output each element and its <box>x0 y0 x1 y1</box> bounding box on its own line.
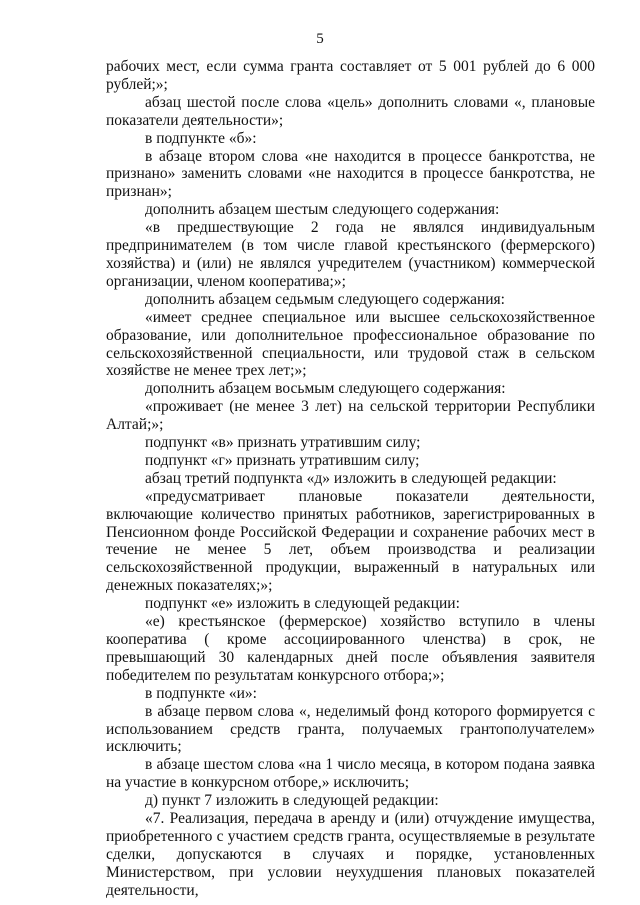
paragraph-12: подпункт «г» признать утратившим силу; <box>145 451 420 469</box>
paragraph-4: в абзаце втором слова «не находится в процессе банкротства, не признано» заменить словами «не находится в процессе банкротства, не признан»; <box>106 147 595 201</box>
paragraph-6: «в предшествующие 2 года не являлся индивидуальным предпринимателем (в том числе главой крестьянского (фермерского) хозяйства) и (или) не являлся учредителем (участником) коммерческой организации, членом кооператива;»; <box>106 219 595 290</box>
paragraph-3: в подпункте «б»: <box>145 129 257 147</box>
paragraph-14: «предусматривает плановые показатели деятельности, включающие количество принятых работников, зарегистрированных в Пенсионном фонде Российской Федерации и сохранение рабочих мест в течение не менее 5 лет, объем производства и реализации сельскохозяйственной продукции, выраженный в натуральных или денежных показателях;»; <box>106 487 595 595</box>
paragraph-1: рабочих мест, если сумма гранта составляет от 5 001 рублей до 6 000 рублей;»; <box>106 58 595 93</box>
document-body <box>106 58 595 900</box>
page-number: 5 <box>316 31 324 47</box>
paragraph-17: в подпункте «и»: <box>145 684 257 702</box>
paragraph-19: в абзаце шестом слова «на 1 число месяца, в котором подана заявка на участие в конкурсном отборе,» исключить; <box>106 756 595 792</box>
paragraph-15: подпункт «е» изложить в следующей редакции: <box>145 595 460 613</box>
paragraph-8: «имеет среднее специальное или высшее сельскохозяйственное образование, или дополнительное профессиональное образование по сельскохозяйственной специальности, или трудовой стаж в сельском хозяйстве не менее трех лет;»; <box>106 308 595 380</box>
paragraph-18: в абзаце первом слова «, неделимый фонд которого формируется с использованием средств гранта, получаемых грантополучателем» исключить; <box>106 702 595 756</box>
paragraph-5: дополнить абзацем шестым следующего содержания: <box>145 201 500 219</box>
paragraph-10: «проживает (не менее 3 лет) на сельской территории Республики Алтай;»; <box>106 398 595 434</box>
paragraph-21: «7. Реализация, передача в аренду и (или) отчуждение имущества, приобретенного с участием средств гранта, осуществляемые в результате сделки, допускаются в случаях и порядке, установленных Министерством, при условии неухудшения плановых показателей деятельности, <box>106 810 595 899</box>
paragraph-11: подпункт «в» признать утратившим силу; <box>145 434 421 452</box>
paragraph-20: д) пункт 7 изложить в следующей редакции: <box>145 792 439 810</box>
paragraph-13: абзац третий подпункта «д» изложить в следующей редакции: <box>145 469 557 487</box>
paragraph-16: «е) крестьянское (фермерское) хозяйство вступило в члены кооператива ( кроме ассоциированного членства) в срок, не превышающий 30 календарных дней после объявления заявителя победителем по результатам конкурсного отбора;»; <box>106 613 595 684</box>
paragraph-7: дополнить абзацем седьмым следующего содержания: <box>145 290 505 308</box>
paragraph-2: абзац шестой после слова «цель» дополнить словами «, плановые показатели деятельности»; <box>106 93 595 129</box>
paragraph-9: дополнить абзацем восьмым следующего содержания: <box>145 380 506 398</box>
